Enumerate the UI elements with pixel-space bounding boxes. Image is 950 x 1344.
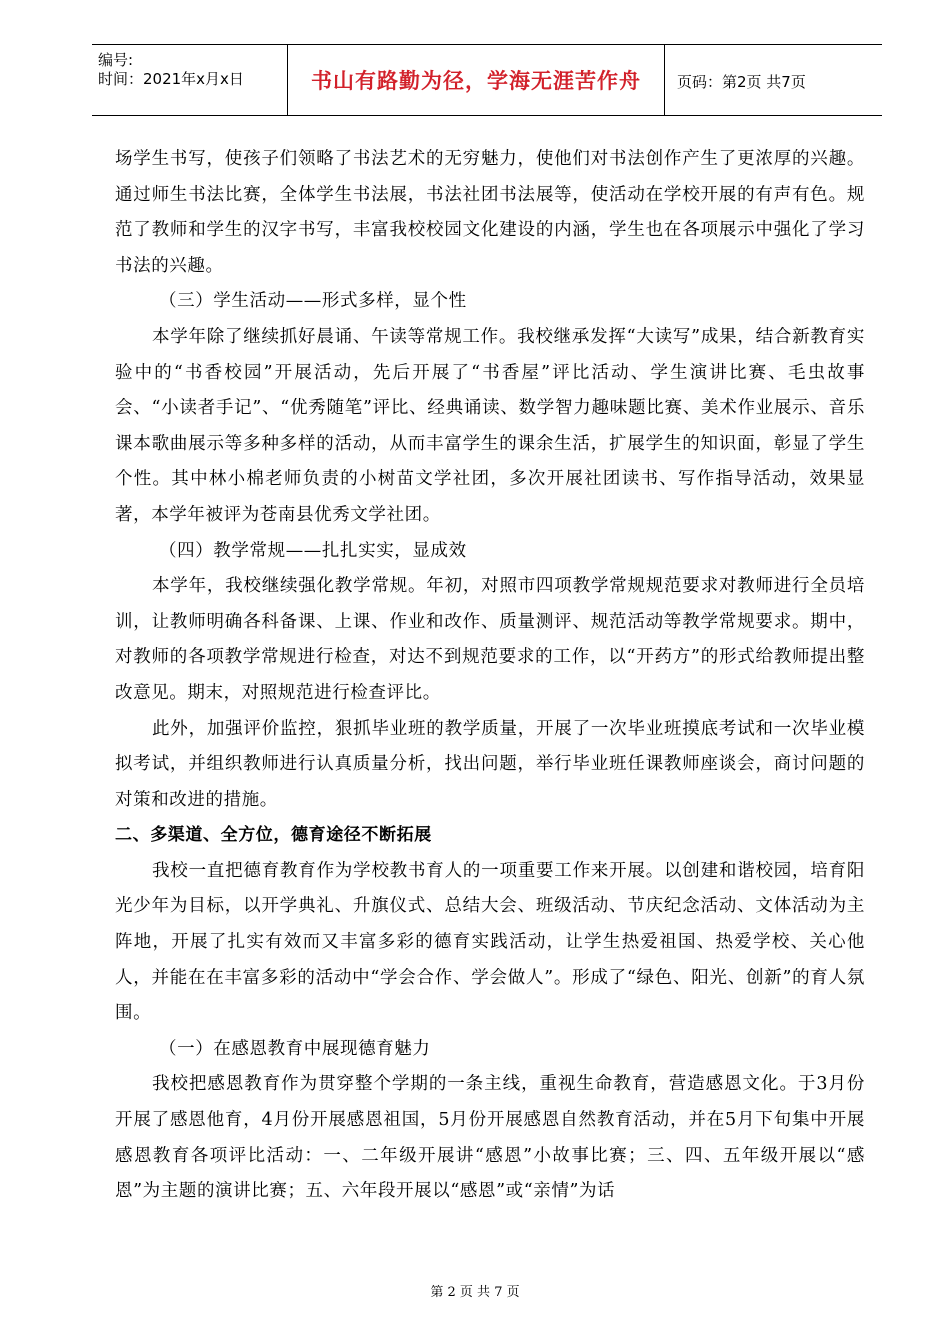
header-divider (664, 45, 665, 115)
header-meta (98, 51, 244, 89)
header-motto: 书山有路勤为径，学海无涯苦作舟 (311, 69, 641, 93)
paragraph: 我校一直把德育教育作为学校教书育人的一项重要工作来开展。以创建和谐校园，培育阳光少年为目标，以开学典礼、升旗仪式、总结大会、班级活动、节庆纪念活动、文体活动为主阵地，开展了扎实有效而又丰富多彩的德育实践活动，让学生热爱祖国、热爱学校、关心他人，并能在在丰富多彩的活动中“学会合作、学会做人”。形成了“绿色、阳光、创新”的育人氛围。 (115, 860, 865, 1024)
subheading: （三）学生活动——形式多样，显个性 (159, 291, 467, 312)
paragraph: 本学年除了继续抓好晨诵、午读等常规工作。我校继承发挥“大读写”成果，结合新教育实验中的“书香校园”开展活动，先后开展了“书香屋”评比活动、学生演讲比赛、毛虫故事会、“小读者手记”、“优秀随笔”评比、经典诵读、数学智力趣味题比赛、美术作业展示、音乐课本歌曲展示等多种多样的活动，从而丰富学生的课余生活，扩展学生的知识面，彰显了学生个性。其中林小棉老师负责的小树苗文学社团，多次开展社团读书、写作指导活动，效果显著，本学年被评为苍南县优秀文学社团。 (115, 326, 865, 525)
document-number-label: 编号: (98, 51, 134, 69)
document-body (115, 142, 865, 1210)
document-date: 时间：2021年x月x日 (98, 70, 244, 88)
page-header (92, 44, 882, 116)
section-heading: 二、多渠道、全方位，德育途径不断拓展 (115, 825, 432, 846)
header-page-info: 页码：第2页 共7页 (677, 73, 806, 91)
subheading: （一）在感恩教育中展现德育魅力 (159, 1038, 431, 1059)
subheading: （四）教学常规——扎扎实实，显成效 (159, 540, 467, 561)
page-footer: 第 2 页 共 7 页 (430, 1285, 520, 1300)
paragraph: 本学年，我校继续强化教学常规。年初，对照市四项教学常规规范要求对教师进行全员培训，让教师明确各科备课、上课、作业和改作、质量测评、规范活动等教学常规要求。期中，对教师的各项教学常规进行检查，对达不到规范要求的工作，以“开药方”的形式给教师提出整改意见。期末，对照规范进行检查评比。 (115, 576, 865, 703)
paragraph: 此外，加强评价监控，狠抓毕业班的教学质量，开展了一次毕业班摸底考试和一次毕业模拟考试，并组织教师进行认真质量分析，找出问题，举行毕业班任课教师座谈会，商讨问题的对策和改进的措施。 (115, 718, 865, 810)
paragraph: 我校把感恩教育作为贯穿整个学期的一条主线，重视生命教育，营造感恩文化。于3月份开展了感恩他育，4月份开展感恩祖国，5月份开展感恩自然教育活动，并在5月下旬集中开展感恩教育各项评比活动：一、二年级开展讲“感恩”小故事比赛；三、四、五年级开展以“感恩”为主题的演讲比赛；五、六年段开展以“感恩”或“亲情”为话 (115, 1074, 865, 1202)
paragraph: 场学生书写，使孩子们领略了书法艺术的无穷魅力，使他们对书法创作产生了更浓厚的兴趣。通过师生书法比赛，全体学生书法展，书法社团书法展等，使活动在学校开展的有声有色。规范了教师和学生的汉字书写，丰富我校校园文化建设的内涵，学生也在各项展示中强化了学习书法的兴趣。 (115, 149, 865, 276)
